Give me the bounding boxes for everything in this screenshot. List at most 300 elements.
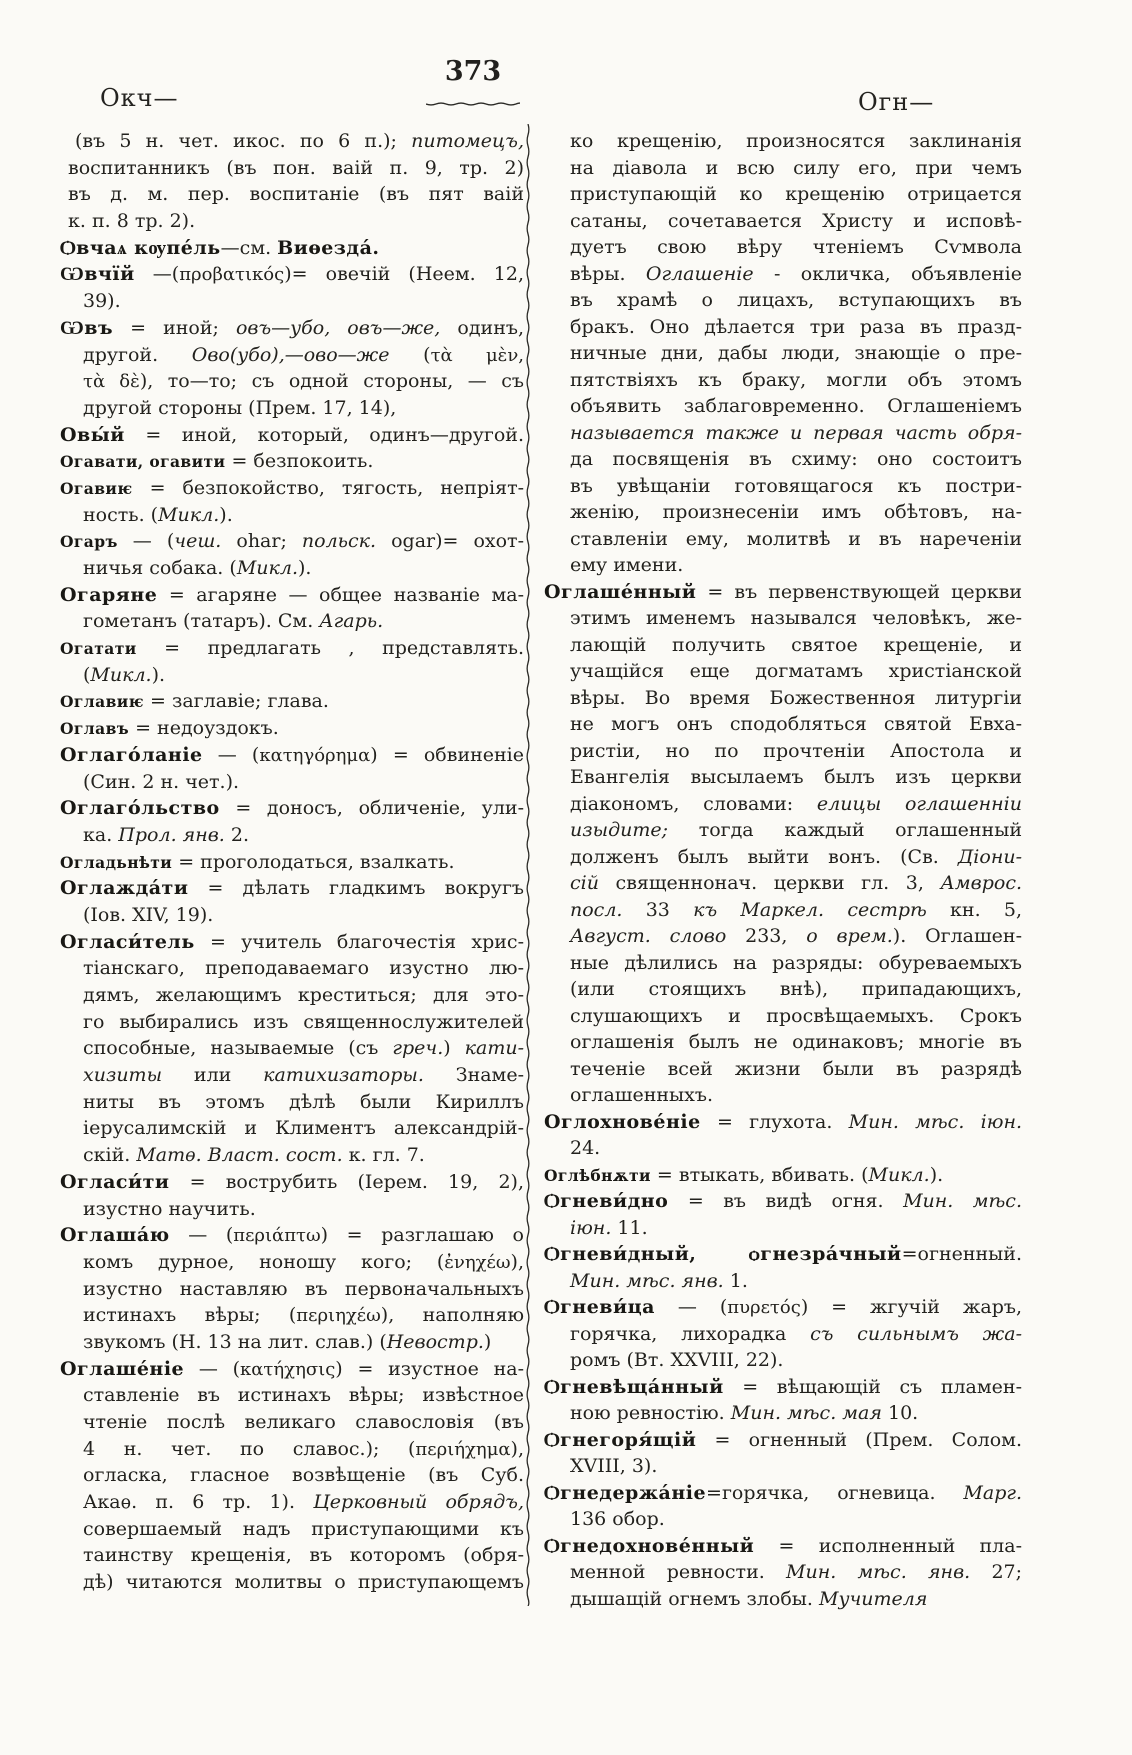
greek-text: κατηγόρημα (259, 744, 371, 766)
text-line (544, 446, 1022, 473)
body-text: 4 н. чет. по славос.); ( (83, 1437, 416, 1460)
body-text: = иной, который, одинъ—другой. (124, 423, 524, 446)
body-text: долженъ былъ выйти вонъ. (Св. (570, 845, 958, 868)
text-line (60, 1196, 524, 1223)
citation-text: Невостр. (386, 1330, 484, 1353)
citation-text: Агарь. (319, 610, 384, 633)
body-text: 27; (970, 1561, 1022, 1583)
headword: Ѻгнегоря́щій (544, 1428, 697, 1451)
text-line (60, 662, 524, 689)
body-text: = втыкать, вбивать. ( (650, 1163, 869, 1186)
text-line (60, 235, 524, 262)
text-line (544, 1374, 1022, 1401)
body-text: не могъ онъ сподобляться святой Евха- (570, 713, 1022, 735)
headword: Огласи́тель (60, 930, 195, 953)
text-line (60, 208, 524, 235)
body-text: ). (929, 1163, 944, 1186)
greek-text: τὰ μὲν, (430, 344, 524, 366)
text-line (544, 1215, 1022, 1242)
body-text: = вострубить (Іерем. 19, 2), (169, 1170, 524, 1193)
citation-text: овъ—убо, овъ—же, (235, 316, 441, 339)
text-line (60, 982, 524, 1009)
body-text: кн. 5, (926, 898, 1022, 921)
text-line (60, 1329, 524, 1356)
text-line (60, 1276, 524, 1303)
body-text: ) = жгучій жаръ, (800, 1296, 1022, 1318)
text-line (544, 393, 1022, 420)
body-text: — ( (654, 1296, 728, 1318)
text-line (60, 849, 524, 876)
headword: Огаряне (60, 583, 158, 606)
text-line (60, 261, 524, 288)
body-text: ему имени. (570, 554, 684, 576)
text-line (544, 1268, 1022, 1295)
headword: Огладьнѣти (60, 852, 173, 872)
citation-text: Мин. мѣс. (903, 1190, 1022, 1212)
text-line (60, 368, 524, 395)
body-text: 11. (611, 1216, 648, 1239)
body-text: приступающій ко крещенію отрицается (570, 183, 1022, 205)
body-text: го выбирались изъ священнослужителей (83, 1010, 524, 1033)
citation-text: съ сильнымъ жа- (810, 1322, 1022, 1345)
body-text: ставленіе въ истинахъ вѣры; извѣстное (83, 1384, 524, 1407)
body-text: оглашенія былъ не одинаковъ; многіе въ (570, 1031, 1022, 1053)
body-text: вѣры. Во время Божественноя литургіи (570, 686, 1022, 709)
body-text: = безпокойство, тягость, непріят- (132, 476, 524, 499)
text-line (544, 473, 1022, 500)
body-text: 2. (224, 823, 250, 846)
body-text: или (162, 1064, 264, 1087)
body-text: горячка, лихорадка (570, 1322, 811, 1345)
body-text: = въ первенствующей церкви (696, 580, 1022, 603)
body-text: учащійся еще догматамъ христіанской (570, 660, 1022, 682)
body-text: чтеніе послѣ великаго славословія (въ (83, 1411, 524, 1433)
text-line (60, 715, 524, 742)
citation-text: Август. слово (570, 925, 727, 947)
text-line (60, 902, 524, 929)
body-text: одинъ, (440, 316, 524, 339)
text-line (544, 685, 1022, 712)
body-text: дямъ, желающимъ креститься; для это- (83, 984, 524, 1006)
body-text: ), (510, 1437, 524, 1460)
body-text: изустно наставляю въ первоначальныхъ (83, 1277, 524, 1300)
body-text: священнонач. церкви гл. 3, (598, 872, 941, 894)
body-text: ничья собака. ( (83, 557, 237, 579)
citation-text: Матѳ. Власт. сост. (136, 1144, 343, 1167)
body-text: =горячка, огневица. (706, 1481, 964, 1504)
text-line (60, 1062, 524, 1089)
citation-text: хизиты (83, 1064, 163, 1087)
body-text: слушающихъ и просвѣщаемыхъ. Срокъ (570, 1004, 1022, 1027)
citation-text: Микл. (868, 1163, 930, 1186)
citation-text: о врем. (806, 925, 893, 947)
text-line (544, 738, 1022, 765)
body-text: ) (443, 1037, 465, 1060)
text-line (544, 1135, 1022, 1162)
text-line (544, 367, 1022, 394)
text-line (544, 287, 1022, 314)
body-text: ). (219, 503, 233, 526)
citation-text: іюн. (570, 1216, 612, 1239)
body-text: ), то—то; съ одной стороны, — съ (139, 370, 524, 393)
page-number: 373 (444, 56, 502, 87)
left-column (60, 128, 524, 1596)
citation-text: чеш. (174, 530, 222, 553)
citation-text: питомецъ, (411, 130, 524, 152)
text-line (544, 1188, 1022, 1215)
body-text: совершаемый надъ приступающими къ (83, 1517, 524, 1540)
body-text: этимъ именемъ назывался человѣкъ, же- (570, 607, 1022, 629)
text-line (544, 1347, 1022, 1374)
citation-text: посл. (570, 898, 623, 921)
citation-text: Оглашеніе (645, 262, 754, 285)
body-text: 10. (881, 1402, 919, 1424)
body-text: гометанъ (татаръ). См. (83, 610, 320, 633)
headword: Виѳезда́. (277, 236, 380, 259)
body-text: дышащій огнемъ злобы. (570, 1587, 819, 1610)
body-text: да посвященія въ схиму: оно состоитъ (570, 448, 1022, 470)
text-line (544, 791, 1022, 818)
headword: Огатати (60, 639, 137, 659)
text-line (60, 929, 524, 956)
text-line (60, 1409, 524, 1436)
body-text: на діавола и всю силу его, при чемъ (570, 156, 1022, 179)
text-line (60, 181, 524, 208)
body-text: объявить заблаговременно. Оглашеніемъ (570, 395, 1022, 417)
text-line (60, 608, 524, 635)
text-line (60, 395, 524, 422)
text-line (60, 1569, 524, 1596)
body-text: истинахъ вѣры; ( (83, 1304, 297, 1327)
text-line (544, 1162, 1022, 1189)
text-line (60, 1356, 524, 1383)
body-text: 233, (726, 925, 807, 947)
body-text: = иной; (113, 316, 236, 339)
body-text: діакономъ, словами: (570, 792, 817, 815)
body-text: ко крещенію, произносятся заклинанія (570, 130, 1022, 152)
body-text: к. п. 8 тр. 2). (68, 210, 196, 233)
text-line (544, 870, 1022, 897)
headword: Ѻгневи́дно (544, 1190, 669, 1212)
citation-text: польск. (301, 530, 377, 553)
citation-text: Мин. мѣс. іюн. (848, 1110, 1022, 1133)
text-line (544, 976, 1022, 1003)
text-line (60, 502, 524, 529)
text-line (60, 1249, 524, 1276)
body-text: вѣры. (570, 262, 646, 285)
citation-text: Марг. (963, 1481, 1022, 1504)
text-line (544, 579, 1022, 606)
headword: Оглавъ (60, 719, 130, 739)
headword: Оглаше́ніе (60, 1357, 185, 1380)
greek-text: περιάπτω (233, 1225, 321, 1247)
text-line (60, 1516, 524, 1543)
body-text: въ д. м. пер. воспитаніе (въ пят ваій (68, 183, 524, 206)
running-head-right: Огн— (858, 88, 935, 116)
headword: Ѻгнедохнове́нный (544, 1534, 755, 1557)
text-line (544, 261, 1022, 288)
body-text: - окличка, объявленіе (753, 262, 1022, 285)
body-text: XVIII, 3). (570, 1455, 658, 1477)
text-line (60, 1169, 524, 1196)
text-line (544, 1056, 1022, 1083)
text-line (60, 795, 524, 822)
body-text: 24. (570, 1137, 601, 1159)
greek-text: περιήχημα (415, 1438, 511, 1460)
text-line (544, 1109, 1022, 1136)
text-line (60, 448, 524, 475)
body-text: (въ 5 н. чет. икос. по 6 п.); (75, 130, 412, 152)
text-line (544, 764, 1022, 791)
body-text: = проголодаться, взалкать. (172, 850, 455, 873)
body-text: = учитель благочестія хрис- (194, 930, 524, 953)
body-text: )= овечій (Неем. 12, (284, 263, 524, 286)
citation-text: Церковный обрядъ, (313, 1491, 524, 1514)
headword: Огласи́ти (60, 1170, 170, 1193)
headword: Овы́й (60, 423, 125, 446)
text-line (544, 844, 1022, 871)
text-line (60, 688, 524, 715)
body-text: ) = обвиненіе (370, 743, 524, 766)
headword: Оглѣбнѫти (544, 1165, 651, 1185)
headword: Оглавиѥ (60, 692, 144, 712)
body-text: ставленіи ему, молитвѣ и въ нареченіи (570, 527, 1022, 550)
text-line (544, 1427, 1022, 1454)
greek-text: περιηχέω (296, 1305, 381, 1327)
text-line (544, 711, 1022, 738)
greek-text: πυρετός (727, 1297, 801, 1318)
body-text: ромъ (Вт. XXVIII, 22). (570, 1349, 784, 1371)
running-head-left: Окч— (100, 84, 179, 112)
body-text: = доносъ, обличеніе, ули- (219, 797, 524, 820)
body-text: к. гл. 7. (342, 1144, 425, 1167)
text-line (60, 742, 524, 769)
text-line (544, 817, 1022, 844)
citation-text: Мин. мѣс. мая (730, 1402, 882, 1424)
body-text: таинству крещенія, въ которомъ (обря- (83, 1544, 524, 1567)
greek-text: κατήχησις (240, 1358, 336, 1380)
body-text: = вѣщающій съ пламен- (723, 1375, 1022, 1398)
text-line (544, 1082, 1022, 1109)
body-text: ), наполняю (380, 1304, 524, 1327)
body-text: лающій получить святое крещеніе, и (570, 633, 1022, 656)
citation-text: называется также и первая часть обря- (570, 421, 1022, 444)
text-line (60, 1115, 524, 1142)
body-text: другой. (83, 343, 192, 366)
body-text: іерусалимскій и Климентъ александрій- (83, 1117, 524, 1140)
body-text: способные, называемые (съ (83, 1037, 393, 1060)
body-text: тіанскаго, преподаваемаго изустно лю- (83, 957, 524, 980)
text-line (544, 950, 1022, 977)
body-text: — ( (169, 1224, 234, 1247)
body-text: изустно научить. (83, 1197, 256, 1220)
text-line (544, 605, 1022, 632)
body-text: комъ дурное, ноношу кого; ( (83, 1250, 445, 1273)
text-line (60, 1382, 524, 1409)
body-text: тогда каждый оглашенный (668, 819, 1022, 841)
text-line (544, 1400, 1022, 1427)
text-line (60, 1009, 524, 1036)
body-text: ристіи, но по прочтеніи Апостола и (570, 739, 1022, 762)
body-text: 39). (83, 290, 121, 313)
text-line (60, 555, 524, 582)
body-text: Евангелія высылаемъ былъ изъ церкви (570, 766, 1022, 788)
body-text: 33 (622, 898, 694, 921)
text-line (60, 342, 524, 369)
citation-text: греч. (392, 1037, 444, 1060)
text-line (60, 1436, 524, 1463)
body-text: = въ видѣ огня. (668, 1190, 904, 1212)
text-line (60, 955, 524, 982)
body-text: = огненный (Прем. Солом. (696, 1428, 1022, 1451)
body-text: въ храмѣ о лицахъ, вступающихъ въ (570, 289, 1022, 311)
text-line (60, 1142, 524, 1169)
greek-text: προβατικός (179, 264, 285, 286)
text-line (544, 128, 1022, 155)
citation-text: кати- (464, 1037, 524, 1060)
text-line (544, 552, 1022, 579)
text-line (544, 1586, 1022, 1613)
body-text: — ( (202, 743, 260, 766)
text-line (60, 769, 524, 796)
body-text: ). (298, 557, 312, 579)
headword: Огавиѥ (60, 478, 133, 498)
text-line (544, 340, 1022, 367)
text-line (544, 155, 1022, 182)
right-column (544, 128, 1022, 1612)
body-text: ogar)= охот- (376, 530, 524, 553)
body-text: ) = разглашаю о (320, 1224, 524, 1247)
citation-text: Прол. янв. (118, 823, 225, 846)
body-text: ниты въ этомъ дѣлѣ были Кириллъ (83, 1090, 524, 1113)
body-text: женію, произнесеніи имъ обѣтовъ, на- (570, 501, 1022, 523)
headword: Оглохнове́ніе (544, 1110, 701, 1133)
text-line (544, 1559, 1022, 1586)
citation-text: Амврос. (940, 872, 1022, 894)
citation-text: Мин. мѣс. янв. (786, 1561, 971, 1583)
headword: Оглаша́ю (60, 1224, 170, 1247)
text-line (544, 658, 1022, 685)
citation-text: Микл. (236, 557, 298, 579)
headword: Ѻгневѣща́нный (544, 1375, 724, 1398)
text-line (544, 1029, 1022, 1056)
body-text: = безпокоить. (225, 450, 374, 473)
text-line (544, 923, 1022, 950)
body-text: = исполненный пла- (754, 1534, 1022, 1557)
body-text: скій. (83, 1144, 137, 1167)
body-text: оглашенныхъ. (570, 1084, 713, 1106)
citation-text: Мучителя (818, 1587, 928, 1610)
body-text: ). Оглашен- (892, 925, 1022, 947)
citation-text: изыдите; (570, 819, 669, 841)
headword: Ѻгнедержа́ніе (544, 1481, 707, 1504)
text-line (60, 1089, 524, 1116)
body-text: Акаѳ. п. 6 тр. 1). (83, 1491, 314, 1514)
text-line (60, 1462, 524, 1489)
body-text: другой стороны (Прем. 17, 14), (83, 396, 397, 419)
headword: Ѡвчїй (60, 263, 135, 286)
page-number-underline (426, 100, 520, 108)
body-text: пятствіяхъ къ браку, могли объ этомъ (570, 368, 1022, 391)
body-text: ные дѣлились на разряды: обуреваемыхъ (570, 951, 1022, 974)
text-line (544, 1294, 1022, 1321)
body-text: ка. (83, 823, 119, 846)
text-line (60, 1222, 524, 1249)
body-text: (или стоящихъ внѣ), припадающихъ, (570, 978, 1022, 1000)
text-line (544, 526, 1022, 553)
text-line (60, 822, 524, 849)
text-line (60, 288, 524, 315)
citation-text: Микл. (90, 663, 152, 686)
citation-text: Мин. мѣс. янв. (570, 1269, 724, 1292)
text-line (60, 475, 524, 502)
headword: Огаръ (60, 532, 118, 552)
text-line (60, 1302, 524, 1329)
text-line (544, 420, 1022, 447)
body-text: ность. ( (83, 503, 159, 526)
column-divider (524, 124, 532, 1606)
body-text: = заглавіе; глава. (143, 690, 329, 713)
headword: Ѻгневи́дный, ѻгнезра́чный (544, 1243, 902, 1265)
body-text: = агаряне — общее названіе ма- (157, 583, 524, 606)
body-text: ничные дни, дабы люди, знающіе о пре- (570, 342, 1022, 364)
body-text: бракъ. Оно дѣлается три раза въ празд- (570, 315, 1022, 338)
citation-text: катихизаторы. (263, 1064, 424, 1087)
text-line (544, 1003, 1022, 1030)
body-text: въ увѣщаніи готовящагося къ постри- (570, 474, 1022, 497)
body-text: 1. (723, 1269, 748, 1292)
text-line (60, 128, 524, 155)
headword: Оглаго́льство (60, 797, 220, 820)
headword: Ѻгневи́ца (544, 1296, 655, 1318)
text-line (60, 582, 524, 609)
body-text: — ( (184, 1357, 241, 1380)
body-text: = недоуздокъ. (129, 717, 279, 740)
text-line (544, 1533, 1022, 1560)
body-text: ohar; (221, 530, 302, 553)
citation-text: сій (570, 872, 599, 894)
body-text: ( (83, 663, 91, 686)
citation-text: къ Маркел. сестрѣ (693, 898, 927, 921)
body-text: ) (483, 1330, 492, 1353)
body-text: ( (389, 343, 431, 366)
citation-text: Діони- (957, 845, 1022, 868)
body-text: —см. (220, 236, 278, 259)
body-text: = глухота. (700, 1110, 849, 1133)
body-text: дуетъ свою вѣру чтеніемъ Сѵмвола (570, 236, 1022, 258)
text-line (60, 315, 524, 342)
body-text: — ( (117, 530, 175, 553)
text-line (60, 422, 524, 449)
text-line (60, 1489, 524, 1516)
text-line (60, 528, 524, 555)
text-line (544, 314, 1022, 341)
text-line (60, 875, 524, 902)
body-text: ). (151, 663, 166, 686)
body-text: ) = изустное на- (335, 1357, 524, 1380)
text-line (544, 897, 1022, 924)
greek-text: ἐνηχέω (444, 1251, 511, 1273)
body-text: ), (510, 1250, 524, 1273)
citation-text: елицы оглашенніи (816, 792, 1022, 815)
headword: Ѻвчаѧ кѹпе́ль (60, 236, 221, 259)
text-line (60, 635, 524, 662)
body-text: = предлагать , представлять. (136, 637, 524, 660)
text-line (544, 1321, 1022, 1348)
body-text: —( (134, 263, 180, 286)
text-line (544, 632, 1022, 659)
text-line (544, 1241, 1022, 1268)
